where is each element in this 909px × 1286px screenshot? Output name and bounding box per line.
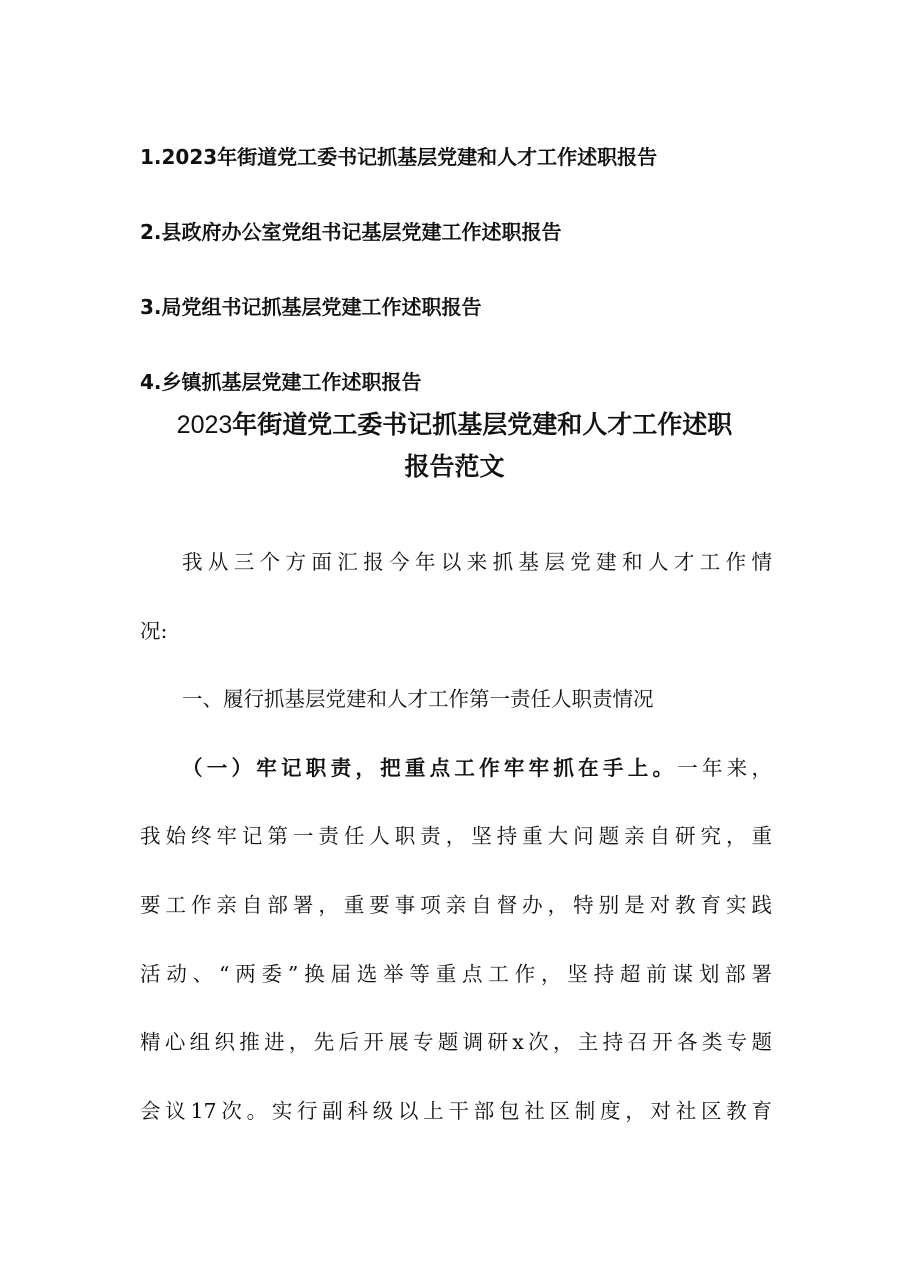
toc-item: 3.局党组书记抓基层党建工作述职报告 [140,295,482,319]
subsection-heading: （一）牢记职责，把重点工作牢牢抓在手上。 [182,755,678,780]
paragraph-line: 我始终牢记第一责任人职责，坚持重大问题亲自研究，重 [140,824,772,849]
paragraph-line: 活动、“两委”换届选举等重点工作，坚持超前谋划部署 [140,961,772,986]
paragraph-line: 精心组织推进，先后开展专题调研x次，主持召开各类专题 [140,1030,772,1055]
intro-line: 况: [140,618,168,643]
subsection-line [140,738,772,807]
title-year: 2023 [176,411,233,439]
subsection-text: 一年来， [677,755,772,780]
title-line-1 [100,404,809,446]
article-body [140,532,772,1149]
section-heading: 一、履行抓基层党建和人才工作第一责任人职责情况 [182,687,654,712]
toc-item: 2.县政府办公室党组书记基层党建工作述职报告 [140,220,562,244]
title-line-2: 报告范文 [404,452,505,481]
title-text: 年街道党工委书记抓基层党建和人才工作述职 [232,410,733,439]
toc-item: 1.2023年街道党工委书记抓基层党建和人才工作述职报告 [140,145,658,169]
article-title [100,404,809,487]
toc-item: 4.乡镇抓基层党建工作述职报告 [140,370,422,394]
paragraph-line: 要工作亲自部署，重要事项亲自督办，特别是对教育实践 [140,892,772,917]
table-of-contents [140,140,840,440]
intro-line: 我从三个方面汇报今年以来抓基层党建和人才工作情 [182,550,772,574]
paragraph-line: 会议17次。实行副科级以上干部包社区制度，对社区教育 [140,1098,772,1123]
